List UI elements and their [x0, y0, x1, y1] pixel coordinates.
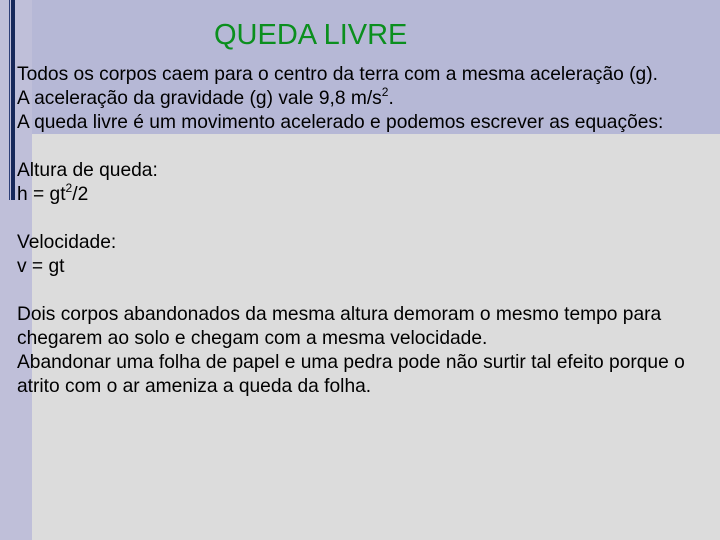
equation-height-exponent: 2	[65, 180, 73, 195]
label-fall-height: Altura de queda:	[17, 160, 158, 181]
left-accent-line	[9, 0, 10, 200]
paragraph-two-bodies: Dois corpos abandonados da mesma altura demoram o mesmo tempo para chegarem ao solo e chegam com a mesma velocidade.	[17, 304, 662, 349]
paragraph-free-fall: A queda livre é um movimento acelerado e podemos escrever as equações:	[17, 112, 664, 133]
gravity-text: A aceleração da gravidade (g) vale 9,8 m/s	[17, 88, 382, 109]
equation-height-base: h = gt	[17, 184, 66, 205]
left-accent-bar	[11, 0, 15, 200]
equation-height-divisor: /2	[72, 184, 89, 205]
paragraph-gravity-value	[17, 84, 717, 111]
gravity-period: .	[388, 88, 394, 109]
label-velocity: Velocidade:	[17, 232, 117, 253]
paragraph-paper-stone: Abandonar uma folha de papel e uma pedra pode não surtir tal efeito porque o atrito com o ar ameniza a queda da folha.	[17, 352, 685, 397]
equation-velocity: v = gt	[17, 256, 65, 277]
gravity-exponent: 2	[381, 84, 389, 99]
slide-body	[17, 63, 717, 399]
slide-title: QUEDA LIVRE	[214, 19, 408, 51]
equation-height	[17, 180, 717, 207]
paragraph-acceleration: Todos os corpos caem para o centro da terra com a mesma aceleração (g).	[17, 64, 658, 85]
